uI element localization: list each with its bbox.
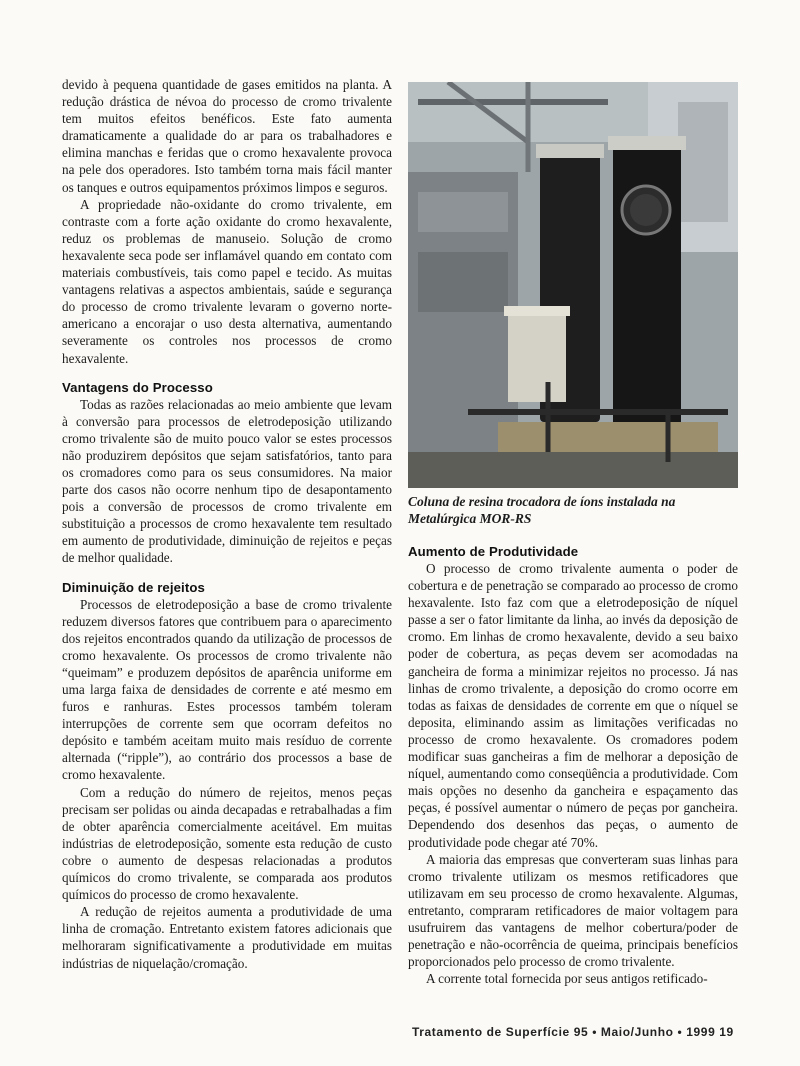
photo-caption: Coluna de resina trocadora de íons instalada na Metalúrgica MOR-RS bbox=[408, 494, 676, 526]
paragraph: O processo de cromo trivalente aumenta o poder de cobertura e de penetração se comparado ao processo de cromo hexavalente. Isto faz com que a eletrodeposição de níquel passe a ser o fator limitante da linha, ao invés da deposição de cromo. Em linhas de cromo hexavalente, devido a seu baixo poder de cobertura, as peças devem ser acomodadas na gancheira de forma a minimizar rejeitos no processo. Já nas linhas de cromo trivalente, a deposição do cromo ocorre em todas as faixas de densidades de corrente em que o níquel se deposita, eliminando assim as limitações verificadas no processo de cromo hexavalente. Os cromadores podem modificar suas gancheiras a fim de melhorar a deposição de níquel, aumentando como conseqüência a produtividade. Com mais opções no desenho da gancheira e espaçamento das peças, é possível aumentar o número de peças por gancheira. Dependendo dos desenhos das peças, o aumento de produtividade pode chegar até 70%. bbox=[408, 561, 738, 850]
equipment-photo bbox=[408, 82, 738, 488]
resin-column-illustration bbox=[408, 82, 738, 488]
left-column bbox=[62, 76, 392, 972]
paragraph: devido à pequena quantidade de gases emitidos na planta. A redução drástica de névoa do processo de cromo trivalente tem muitos efeitos benéficos. Este fato aumenta dramaticamente a qualidade do ar para os trabalhadores e elimina manchas e feridas que o cromo hexavalente provoca na pele dos operadores. Isto também torna mais fácil manter os tanques e outros equipamentos próximos limpos e seguros. bbox=[62, 77, 392, 195]
section-heading-produtividade: Aumento de Produtividade bbox=[408, 544, 579, 559]
paragraph: Processos de eletrodeposição a base de cromo trivalente reduzem diversos fatores que contribuem para o aparecimento dos rejeitos encontrados quando da utilização de processos de cromo hexavalente. Os processos de cromo trivalente não “queimam” e produzem depósitos de aparência uniforme em uma larga faixa de densidades de corrente e até mesmo em furos e ranhuras. Estes processos também toleram interrupções de corrente sem que ocorram defeitos no depósito e também aceitam muito mais resíduo de corrente alternada (“ripple”), ao contrário dos processos a base de cromo hexavalente. bbox=[62, 596, 392, 783]
page-footer: Tratamento de Superfície 95 • Maio/Junho • 1999 19 bbox=[412, 1025, 734, 1039]
paragraph: A corrente total fornecida por seus antigos retificado- bbox=[426, 971, 708, 987]
paragraph: Todas as razões relacionadas ao meio ambiente que levam à conversão para processos de eletrodeposição utilizando cromo trivalente são de muito pouco valor se estes processos não produzirem depósitos que sejam satisfatórios, tanto para os cromadores como para os seus consumidores. Na maior parte dos casos não ocorre nenhum tipo de desapontamento pois a conversão de processos de cromo trivalente em substituição a processos de cromo hexavalente tem resultado em aumento de produtividade, diminuição de rejeitos e peças de melhor qualidade. bbox=[62, 396, 392, 566]
paragraph: A maioria das empresas que converteram suas linhas para cromo trivalente utilizam os mesmos retificadores que utilizavam em seu processo de cromo hexavalente. Algumas, entretanto, compraram retificadores de maior voltagem para usufruirem das vantagens de melhor cobertura/poder de penetração e não-ocorrência de queima, principais benefícios proporcionados pelo processo de cromo trivalente. bbox=[408, 851, 738, 970]
section-heading-vantagens: Vantagens do Processo bbox=[62, 379, 213, 395]
right-column bbox=[408, 543, 738, 987]
paragraph: Com a redução do número de rejeitos, menos peças precisam ser polidas ou ainda decapadas e retrabalhadas a fim de obter aparência comercialmente aceitável. Em muitas indústrias de eletrodeposição, somente esta redução de custo cobre o aumento de despesas relacionadas a produtos químicos do cromo trivalente, se comparada aos produtos químicos do processo de cromo hexavalente. bbox=[62, 784, 392, 903]
paragraph: A redução de rejeitos aumenta a produtividade de uma linha de cromação. Entretanto existem fatores adicionais que melhoraram significativamente a produtividade em muitas indústrias de niquelação/cromação. bbox=[62, 904, 392, 971]
section-heading-rejeitos: Diminuição de rejeitos bbox=[62, 579, 205, 595]
paragraph: A propriedade não-oxidante do cromo trivalente, em contraste com a forte ação oxidante do cromo hexavalente, reduz os problemas de manuseio. Solução de cromo hexavalente seca pode ser inflamável quando em contato com materiais combustíveis, tais como papel e tecido. As muitas vantagens relativas a aspectos ambientais, saúde e segurança do processo de cromo trivalente levaram o governo norte-americano a encorajar o uso desta alternativa, aumentando severamente os controles nos processos de cromo hexavalente. bbox=[62, 196, 392, 366]
